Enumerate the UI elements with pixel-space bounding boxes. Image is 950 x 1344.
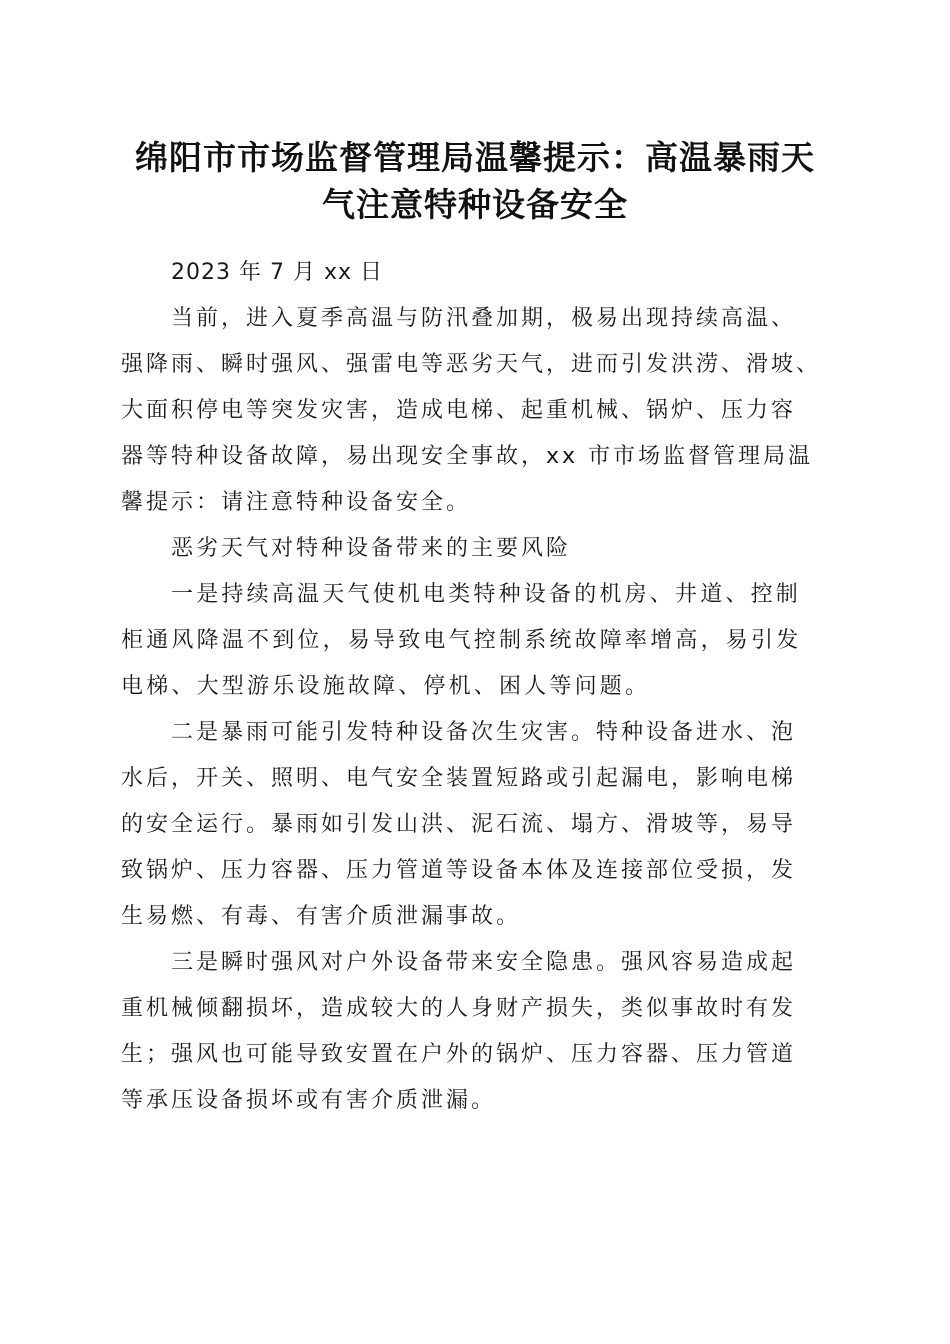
paragraph-line: 当前，进入夏季高温与防汛叠加期，极易出现持续高温、	[171, 306, 797, 331]
title-line: 气注意特种设备安全	[322, 185, 628, 224]
document-body	[121, 250, 833, 1124]
paragraph-line: 致锅炉、压力容器、压力管道等设备本体及连接部位受损，发	[121, 858, 797, 883]
paragraph-line: 电梯、大型游乐设施故障、停机、困人等问题。	[121, 674, 651, 699]
paragraph-line: 生；强风也可能导致安置在户外的锅炉、压力容器、压力管道	[121, 1042, 797, 1067]
paragraph-line: 重机械倾翻损坏，造成较大的人身财产损失，类似事故时有发	[121, 996, 797, 1021]
date-text: 2023 年 7 月 xx 日	[171, 260, 383, 285]
paragraph-risk-wind	[121, 940, 833, 1124]
section-heading	[121, 526, 833, 572]
paragraph-line: 三是瞬时强风对户外设备带来安全隐患。强风容易造成起	[171, 950, 797, 975]
paragraph-line: 一是持续高温天气使机电类特种设备的机房、井道、控制	[171, 582, 802, 607]
paragraph-line: 的安全运行。暴雨如引发山洪、泥石流、塌方、滑坡等，易导	[121, 812, 797, 837]
paragraph-line: 馨提示：请注意特种设备安全。	[121, 490, 472, 515]
document-title	[100, 134, 850, 228]
paragraph-line: 二是暴雨可能引发特种设备次生灾害。特种设备进水、泡	[171, 720, 797, 745]
paragraph-risk-heat	[121, 572, 833, 710]
paragraph-line: 强降雨、瞬时强风、强雷电等恶劣天气，进而引发洪涝、滑坡、	[121, 352, 822, 377]
paragraph-line: 等承压设备损坏或有害介质泄漏。	[121, 1088, 497, 1113]
paragraph-line: 水后，开关、照明、电气安全装置短路或引起漏电，影响电梯	[121, 766, 797, 791]
paragraph-intro	[121, 296, 833, 526]
section-heading-text: 恶劣天气对特种设备带来的主要风险	[171, 536, 572, 561]
paragraph-line: 器等特种设备故障，易出现安全事故，xx 市市场监督管理局温	[121, 444, 814, 469]
paragraph-line: 柜通风降温不到位，易导致电气控制系统故障率增高，易引发	[121, 628, 802, 653]
paragraph-risk-rain	[121, 710, 833, 940]
title-line: 绵阳市市场监督管理局温馨提示：高温暴雨天	[135, 138, 815, 177]
date-line	[121, 250, 833, 296]
paragraph-line: 大面积停电等突发灾害，造成电梯、起重机械、锅炉、压力容	[121, 398, 797, 423]
paragraph-line: 生易燃、有毒、有害介质泄漏事故。	[121, 904, 522, 929]
